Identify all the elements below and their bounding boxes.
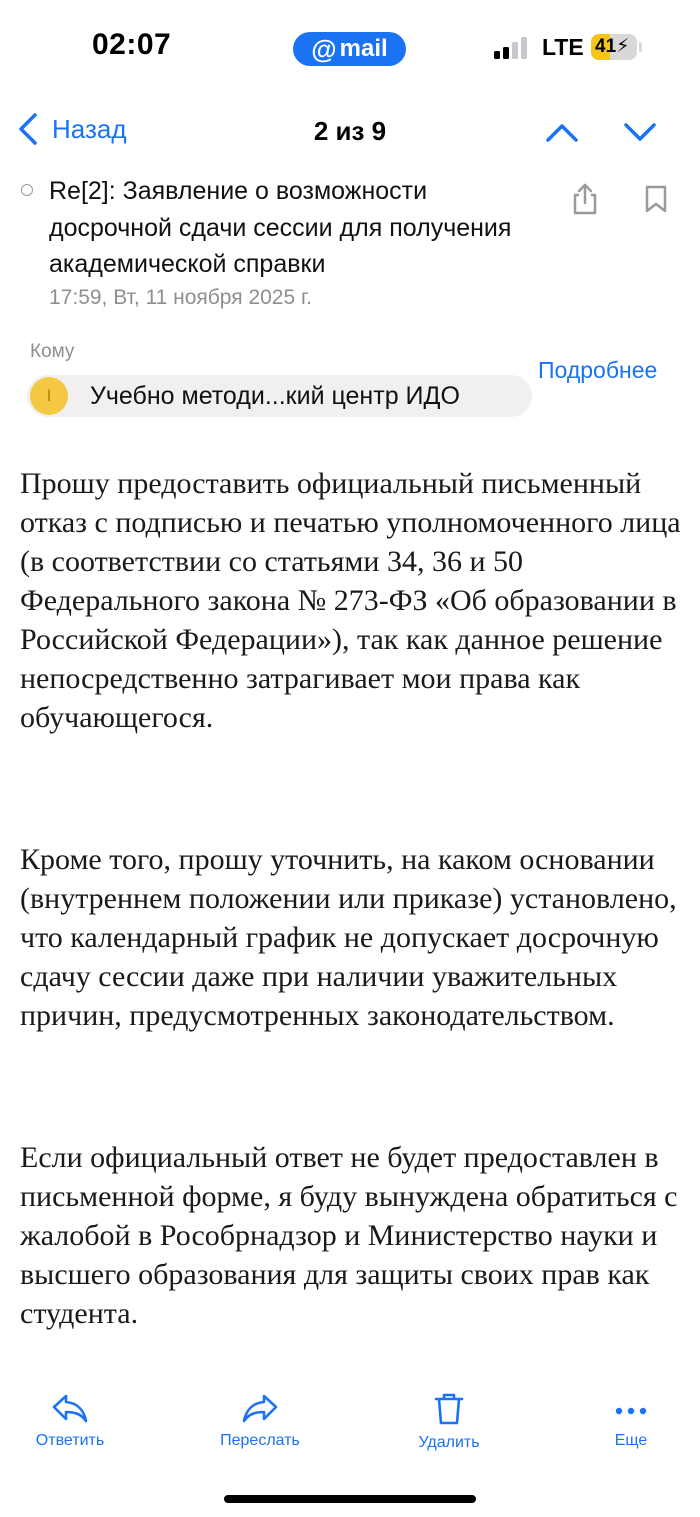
at-icon: @	[311, 33, 337, 64]
delete-button[interactable]	[410, 1392, 488, 1452]
reply-icon	[51, 1392, 89, 1424]
to-label: Кому	[30, 341, 75, 362]
more-dots-icon	[614, 1392, 648, 1424]
battery-tip	[639, 42, 642, 52]
battery-icon	[591, 34, 637, 60]
forward-label: Переслать	[220, 1432, 300, 1449]
home-indicator[interactable]	[224, 1495, 476, 1503]
recipient-chip[interactable]	[27, 375, 532, 417]
status-time: 02:07	[92, 28, 172, 61]
down-chevron-icon[interactable]	[623, 118, 657, 146]
email-date: 17:59, Вт, 11 ноября 2025 г.	[49, 286, 312, 309]
more-label: Еще	[614, 1432, 648, 1449]
bookmark-icon[interactable]	[643, 184, 669, 214]
email-subject: Re[2]: Заявление о возможности досрочной сдачи сессии для получения академической справки	[49, 177, 512, 278]
mail-app-pill[interactable]	[293, 32, 406, 66]
message-position: 2 из 9	[313, 116, 387, 146]
recipient-name: Учебно методи...кий центр ИДО	[90, 381, 460, 410]
trash-icon	[433, 1392, 465, 1426]
body-paragraph-3: Если официальный ответ не будет предоставлен в письменной форме, я буду вынуждена обратиться с жалобой в Рособрнадзор и Министерство науки и высшего образования для защиты своих прав как студента.	[20, 1141, 678, 1330]
details-link[interactable]: Подробнее	[538, 357, 658, 383]
cellular-signal-icon	[494, 37, 530, 59]
up-chevron-icon[interactable]	[545, 118, 579, 146]
delete-label: Удалить	[418, 1434, 480, 1451]
share-icon[interactable]	[570, 183, 600, 215]
avatar: I	[30, 377, 68, 415]
body-paragraph-1: Прошу предоставить официальный письменный отказ с подписью и печатью уполномоченного лица (в соответствии со статьями 34, 36 и 50 Федерального закона № 273-ФЗ «Об образовании в Российской Федерации»), так как данное решение непосредственно затрагивает мои права как обучающегося.	[20, 467, 681, 734]
back-label: Назад	[52, 113, 127, 144]
more-button[interactable]	[596, 1392, 666, 1450]
body-paragraph-2: Кроме того, прошу уточнить, на каком основании (внутреннем положении или приказе) установлено, что календарный график не допускает досрочную сдачу сессии даже при наличии уважительных причин, предусмотренных законодательством.	[20, 843, 677, 1032]
read-status-dot	[21, 184, 33, 196]
reply-label: Ответить	[35, 1432, 105, 1449]
mail-app-label: mail	[339, 35, 388, 62]
reply-button[interactable]	[30, 1392, 110, 1450]
forward-icon	[241, 1392, 279, 1424]
battery-level: 41⚡	[595, 36, 630, 57]
forward-button[interactable]	[215, 1392, 305, 1450]
network-type: LTE	[542, 34, 584, 60]
